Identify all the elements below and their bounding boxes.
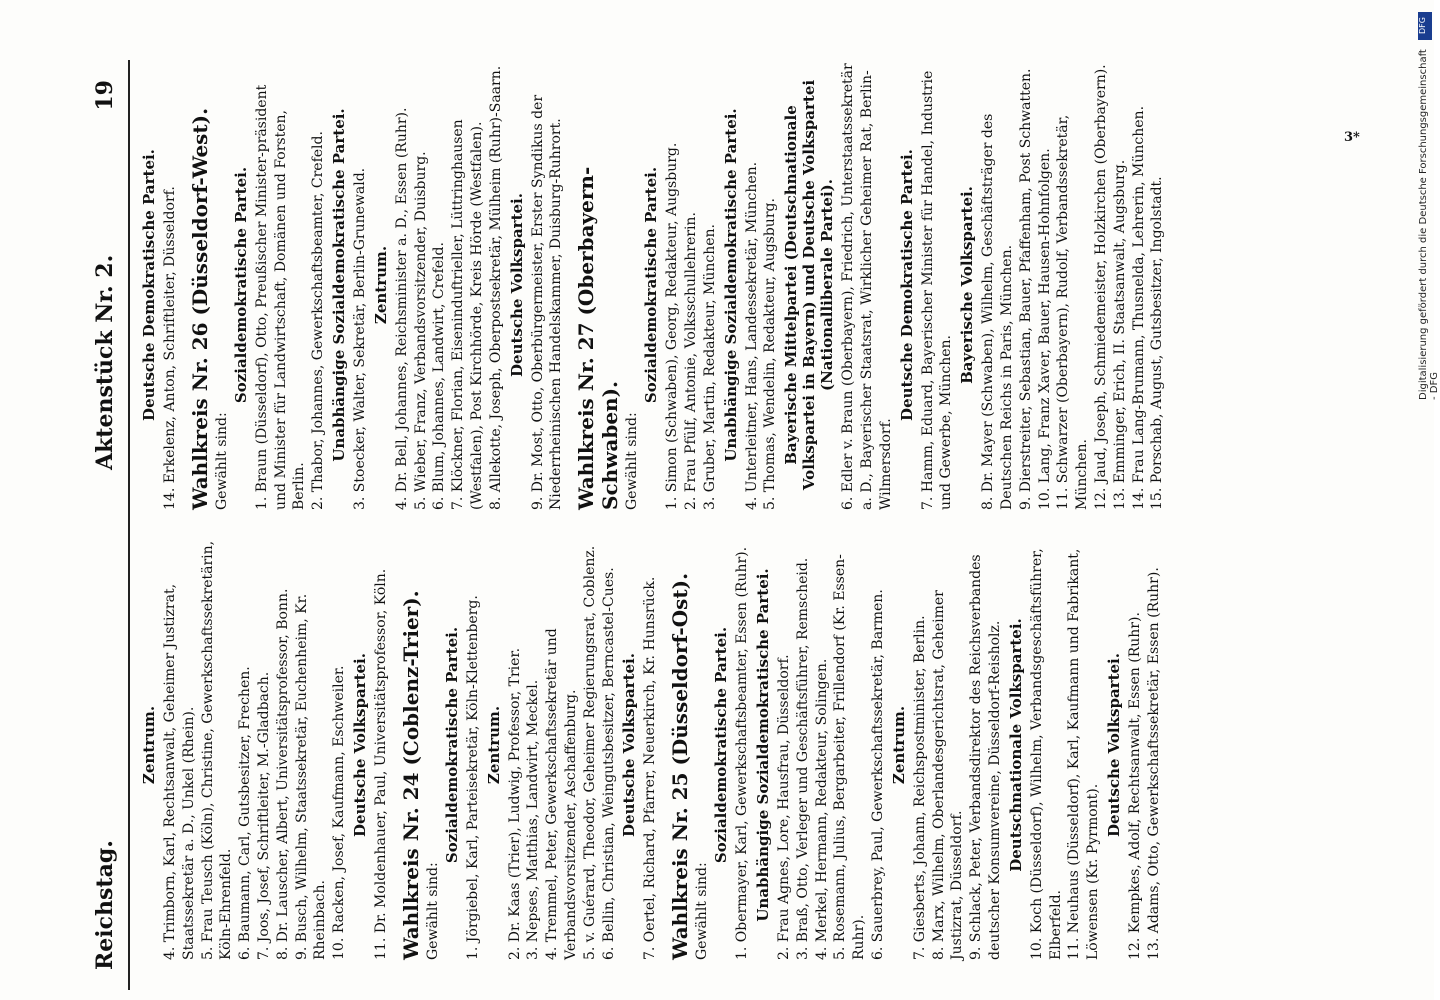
member-entry: 12. Jaud, Joseph, Schmiedemeister, Holzkirchen (Oberbayern). [1092,64,1109,510]
header-rule [128,60,130,990]
party-heading: Sozialdemokratische Partei. [231,166,250,404]
member-entry: 14. Erkelenz, Anton, Schriftleiter, Düsseldorf. [162,186,178,510]
party-heading: Deutsche Volkspartei. [620,653,639,837]
member-entry: 8. Marx, Wilhelm, Oberlandesgerichtsrat, Geheimer Justizrat, Düsseldorf. [930,590,966,960]
member-entry: 10. Racken, Josef, Kaufmann, Eschweiler. [331,665,348,960]
elected-label: Gewählt sind: [213,412,230,510]
member-entry: 15. Porschab, August, Gutsbesitzer, Ingolstadt. [1149,176,1166,510]
elected-label: Gewählt sind: [694,862,711,960]
member-entry: 3. Gruber, Martin, Redakteur, München. [701,224,718,510]
party-heading: Sozialdemokratische Partei. [642,166,661,404]
party-heading: Sozialdemokratische Partei. [442,626,461,864]
member-entry: 7. Oertel, Richard, Pfarrer, Neuerkirch, Kr. Hunsrück. [642,576,659,960]
member-entry: 2. Frau Agnes, Lore, Hausfrau, Düsseldorf. [775,654,792,960]
member-entry: 13. Adams, Otto, Gewerkschaftssekretär, Essen (Ruhr). [1145,567,1162,960]
party-heading: Unabhängige Sozialdemokratische Partei. [329,108,348,462]
member-entry: 8. Dr. Mayer (Schwaben), Wilhelm, Geschäftsträger des Deutschen Reichs in Paris, München. [980,113,1015,510]
right-column [138,60,1408,510]
constituency-heading: Wahlkreis Nr. 25 (Düsseldorf-Ost). [668,572,693,960]
member-entry: 2. Frau Pfülf, Antonie, Volksschullehrerin. [682,212,699,510]
digitization-note [1418,12,1440,400]
member-entry: 6. Edler v. Braun (Oberbayern), Friedrich, Unterstaatssekretär a. D., Bayerischer Staatsrat, Wirklicher Geheimer Rat, Berlin-Wilmersdorf. [840,63,894,510]
party-heading: Unabhängige Sozialdemokratische Partei. [721,108,740,462]
member-entry: 3. Braß, Otto, Verleger und Geschäftsführer, Remscheid. [794,557,811,960]
member-entry: 11. Dr. Moldenhauer, Paul, Universitätsprofessor, Köln. [372,568,389,960]
member-entry: 9. Dr. Most, Otto, Oberbürgermeister, Erster Syndikus der Niederrheinischen Handelskammer, Duisburg-Ruhrort. [529,94,565,510]
party-heading: Bayerische Mittelpartei (Deutschnationale Volkspartei in Bayern) und Deutsche Volkspartei (Nationalliberale Partei). [782,79,837,491]
member-entry: 6. Sauerbrey, Paul, Gewerkschaftssekretär, Barmen. [869,589,886,960]
dfg-badge: DFG [1418,12,1432,40]
member-entry: 5. Rosemann, Julius, Bergarbeiter, Frillendorf (Kr. Essen-Ruhr). [832,554,868,960]
member-entry: 7. Giesberts, Johann, Reichspostminister, Berlin. [911,615,928,960]
member-entry: 6. Baumann, Carl, Gutsbesitzer, Frechen. [237,666,254,960]
member-entry: 2. Dr. Kaas (Trier), Ludwig, Professor, Trier. [506,647,523,960]
member-entry: 4. Unterleitner, Hans, Landessekretär, München. [743,161,760,510]
member-entry: 1. Obermayer, Karl, Gewerkschaftsbeamter, Essen (Ruhr). [734,546,751,960]
member-entry: 9. Busch, Wilhelm, Staatssekretär, Euchenheim, Kr. Rheinbach. [293,593,329,960]
party-heading: Deutsche Volkspartei. [1104,653,1123,837]
member-entry: 4. Tremmel, Peter, Gewerkschaftssekretär und Verbandsvorsitzender, Aschaffenburg. [544,628,579,960]
elected-label: Gewählt sind: [624,412,641,510]
member-entry: 7. Joos, Josef, Schriftleiter, M.-Gladbach. [255,671,272,960]
party-heading: Deutsche Volkspartei. [350,653,369,837]
party-heading: Zentrum. [889,705,908,785]
member-entry: 7. Hamm, Eduard, Bayerischer Minister für Handel, Industrie und Gewerbe, München. [919,70,955,510]
member-entry: 10. Koch (Düsseldorf), Wilhelm, Verbandsgeschäftsführer, Elberfeld. [1028,548,1064,960]
party-heading: Deutschnationale Volkspartei. [1006,618,1025,872]
member-entry: 9. Dierstreiter, Sebastian, Bauer, Pfaffenham, Post Schwatten. [1017,68,1034,510]
member-entry: 5. Thomas, Wendelin, Redakteur, Augsburg. [762,198,779,510]
member-entry: 11. Schwarzer (Oberbayern), Rudolf, Verbandssekretär, München. [1055,114,1091,510]
member-entry: 6. Blum, Johannes, Landwirt, Crefeld. [431,242,448,510]
member-entry: 1. Simon (Schwaben), Georg, Redakteur, Augsburg. [664,142,681,510]
member-entry: 8. Allekotte, Joseph, Oberpostsekretär, Mülheim (Ruhr)-Saarn. [487,65,504,510]
member-entry: 4. Dr. Bell, Johannes, Reichsminister a. D., Essen (Ruhr). [393,107,410,510]
member-entry: 12. Kempkes, Adolf, Rechtsanwalt, Essen (Ruhr). [1126,612,1143,960]
member-entry: 8. Dr. Lauscher, Albert, Universitätsprofessor, Bonn. [274,588,291,960]
constituency-heading: Wahlkreis Nr. 24 (Coblenz-Trier). [398,590,423,960]
digitization-text: Digitalisierung gefördert durch die Deutsche Forschungsgemeinschaft - DFG [1418,49,1440,400]
member-entry: 9. Schlack, Peter, Verbandsdirektor des Reichsverbandes deutscher Konsumvereine, Düsseldorf-Reisholz. [968,554,1003,960]
party-heading: Bayerische Volkspartei. [958,186,977,384]
member-entry: 5. Wieber, Franz, Verbandsvorsitzender, Duisburg. [412,151,429,510]
member-entry: 4. Trimborn, Karl, Rechtsanwalt, Geheimer Justizrat, Staatssekretär a. D., Unkel (Rhein). [162,583,197,960]
party-heading: Unabhängige Sozialdemokratische Partei. [753,568,772,922]
elected-label: Gewählt sind: [424,862,441,960]
member-entry: 13. Emminger, Erich, II. Staatsanwalt, Augsburg. [1111,159,1128,510]
party-heading: Deutsche Demokratische Partei. [897,149,916,421]
member-entry: 14. Frau Lang-Brumann, Thusnelda, Lehrerin, München. [1130,105,1147,510]
party-heading: Zentrum. [140,705,158,785]
rotated-page-content [86,60,1416,990]
member-entry: 5. v. Guérard, Theodor, Geheimer Regierungsrat, Coblenz. [581,545,598,960]
header-center: Aktenstück Nr. 2. [92,254,118,470]
member-entry: 6. Bellin, Christian, Weingutsbesitzer, Berncastel-Cues. [600,567,617,960]
sheet-signature: 3* [1344,130,1360,145]
member-entry: 1. Braun (Düsseldorf), Otto, Preußischer Minister-präsident und Minister für Landwirtschaft, Domänen und Forsten, Berlin. [253,84,308,510]
member-entry: 4. Merkel, Hermann, Redakteur, Solingen. [813,658,830,960]
member-entry: 2. Thabor, Johannes, Gewerkschaftsbeamter, Crefeld. [310,131,327,510]
member-entry: 3. Stoecker, Walter, Sekretär, Berlin-Grunewald. [351,167,368,510]
party-heading: Zentrum. [371,245,390,325]
page-number: 19 [92,80,118,111]
party-heading: Sozialdemokratische Partei. [712,626,731,864]
constituency-heading: Wahlkreis Nr. 26 (Düsseldorf-West). [187,107,212,510]
member-entry: 7. Klöckner, Florian, Eiseninduftrieller, Lüttringhausen (Westfalen), Post Kirchhörde, Kreis Hörde (Westfalen). [450,119,485,510]
header-left: Reichstag. [92,840,118,970]
left-column [138,530,1162,960]
member-entry: 5. Frau Teusch (Köln), Christine, Gewerkschaftssekretärin, Köln-Ehrenfeld. [199,540,235,960]
member-entry: 11. Neuhaus (Düsseldorf), Karl, Kaufmann und Fabrikant, Löwensen (Kr. Pyrmont). [1066,548,1102,960]
party-heading: Deutsche Demokratische Partei. [140,149,158,421]
member-entry: 1. Jörgiebel, Karl, Parteisekretär, Köln-Klettenberg. [464,595,481,960]
member-entry: 3. Nepses, Matthias, Landwirt, Meckel. [525,679,542,960]
party-heading: Zentrum. [484,705,503,785]
constituency-heading: Wahlkreis Nr. 27 (Oberbayern-Schwaben). [574,166,623,510]
party-heading: Deutsche Volkspartei. [507,193,526,377]
member-entry: 10. Lang, Franz Xaver, Bauer, Hausen-Hohnfolgen. [1036,148,1053,510]
page-header [86,60,122,990]
